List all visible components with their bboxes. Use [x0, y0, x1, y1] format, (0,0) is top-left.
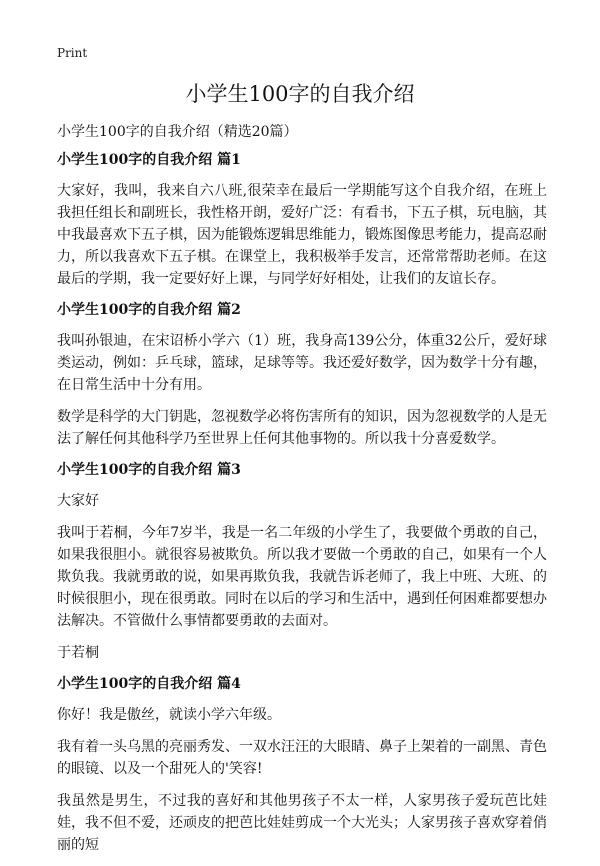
paragraph: 我虽然是男生，不过我的喜好和其他男孩子不太一样，人家男孩子爱玩芭比娃娃，我不但不爱，还顽皮的把芭比娃娃剪成一个大光头；人家男孩子喜欢穿着俏丽的短 [57, 793, 547, 853]
paragraph: 大家好 [57, 493, 99, 509]
section-2 [57, 300, 547, 450]
paragraph: 你好！我是傲丝，就读小学六年级。 [57, 707, 281, 723]
section-heading: 小学生100字的自我介绍 篇2 [57, 302, 241, 318]
subtitle: 小学生100字的自我介绍（精选20篇） [57, 124, 298, 140]
section-4 [57, 674, 547, 856]
print-link[interactable]: Print [57, 46, 88, 60]
paragraph: 我有着一头乌黑的亮丽秀发、一双水汪汪的大眼睛、鼻子上架着的一副黑、青色的眼镜、以及一个甜死人的'笑容! [57, 739, 547, 777]
section-3 [57, 460, 547, 664]
paragraph: 我叫孙银迪，在宋诏桥小学六（1）班，我身高139公分，体重32公斤，爱好球类运动，例如：乒乓球，篮球，足球等等。我还爱好数学，因为数学十分有趣，在日常生活中十分有用。 [57, 333, 547, 393]
paragraph: 于若桐 [57, 645, 99, 661]
section-1 [57, 150, 547, 290]
article-body [57, 150, 547, 866]
paragraph: 大家好，我叫，我来自六八班,很荣幸在最后一学期能写这个自我介绍，在班上我担任组长和副班长，我性格开朗，爱好广泛：有看书，下五子棋，玩电脑，其中我最喜欢下五子棋，因为能锻炼逻辑思维能力，锻炼图像思考能力，提高忍耐力，所以我喜欢下五子棋。在课堂上，我积极举手发言，还常常帮助老师。在这最后的学期，我一定要好好上课，与同学好好相处，让我们的友谊长存。 [57, 183, 547, 287]
paragraph: 我叫于若桐，今年7岁半，我是一名二年级的小学生了，我要做个勇敢的自己，如果我很胆小。就很容易被欺负。所以我才要做一个勇敢的自己，如果有一个人欺负我。我就勇敢的说，如果再欺负我，我就告诉老师了，我上中班、大班、的时候很胆小，现在很勇敢。同时在以后的学习和生活中，遇到任何困难都要想办法解决。不管做什么事情都要勇敢的去面对。 [57, 525, 547, 629]
paragraph: 数学是科学的大门钥匙，忽视数学必将伤害所有的知识，因为忽视数学的人是无法了解任何其他科学乃至世界上任何其他事物的。所以我十分喜爱数学。 [57, 409, 547, 447]
page-title: 小学生100字的自我介绍 [185, 82, 415, 106]
section-heading: 小学生100字的自我介绍 篇4 [57, 676, 241, 692]
section-heading: 小学生100字的自我介绍 篇1 [57, 152, 241, 168]
section-heading: 小学生100字的自我介绍 篇3 [57, 462, 241, 478]
